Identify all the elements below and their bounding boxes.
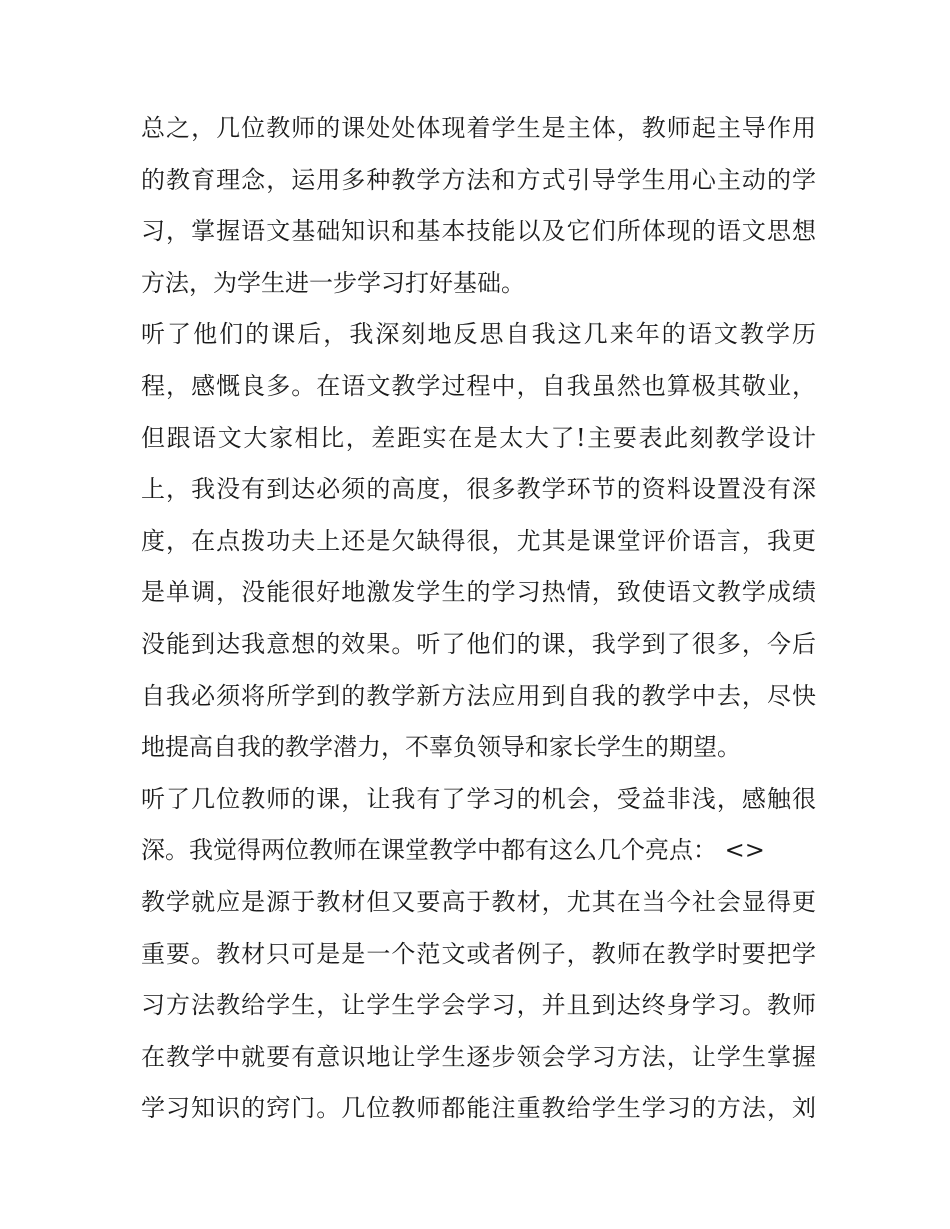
paragraph [141,309,816,773]
text-line: 深。我觉得两位教师在课堂教学中都有这么几个亮点： <> [141,836,765,865]
text-line: 在教学中就要有意识地让学生逐步领会学习方法，让学生掌握 [141,1042,816,1071]
text-line: 地提高自我的教学潜力，不辜负领导和家长学生的期望。 [141,733,741,762]
text-line: 是单调，没能很好地激发学生的学习热情，致使语文教学成绩 [141,578,816,607]
text-line: 听了他们的课后，我深刻地反思自我这几来年的语文教学历 [141,320,816,349]
text-line: 度，在点拨功夫上还是欠缺得很，尤其是课堂评价语言，我更 [141,526,816,555]
text-line: 习，掌握语文基础知识和基本技能以及它们所体现的语文思想 [141,217,816,246]
paragraph [141,774,816,877]
text-line: 但跟语文大家相比，差距实在是太大了!主要表此刻教学设计 [141,423,816,452]
text-line: 习方法教给学生，让学生学会学习，并且到达终身学习。教师 [141,991,816,1020]
text-line: 自我必须将所学到的教学新方法应用到自我的教学中去，尽快 [141,681,816,710]
text-line: 的教育理念，运用多种教学方法和方式引导学生用心主动的学 [141,165,816,194]
text-line: 没能到达我意想的效果。听了他们的课，我学到了很多，今后 [141,629,816,658]
text-line: 学习知识的窍门。几位教师都能注重教给学生学习的方法，刘 [141,1094,816,1123]
paragraph [141,877,816,1135]
text-line: 重要。教材只可是是一个范文或者例子，教师在教学时要把学 [141,939,816,968]
text-line: 方法，为学生进一步学习打好基础。 [141,268,525,297]
paragraph [141,103,816,309]
text-line: 教学就应是源于教材但又要高于教材，尤其在当今社会显得更 [141,887,816,916]
text-line: 听了几位教师的课，让我有了学习的机会，受益非浅，感触很 [141,784,816,813]
document-body [141,103,816,1135]
text-line: 上，我没有到达必须的高度，很多教学环节的资料设置没有深 [141,475,816,504]
text-line: 总之，几位教师的课处处体现着学生是主体，教师起主导作用 [141,114,816,142]
text-line: 程，感慨良多。在语文教学过程中，自我虽然也算极其敬业， [141,371,816,400]
